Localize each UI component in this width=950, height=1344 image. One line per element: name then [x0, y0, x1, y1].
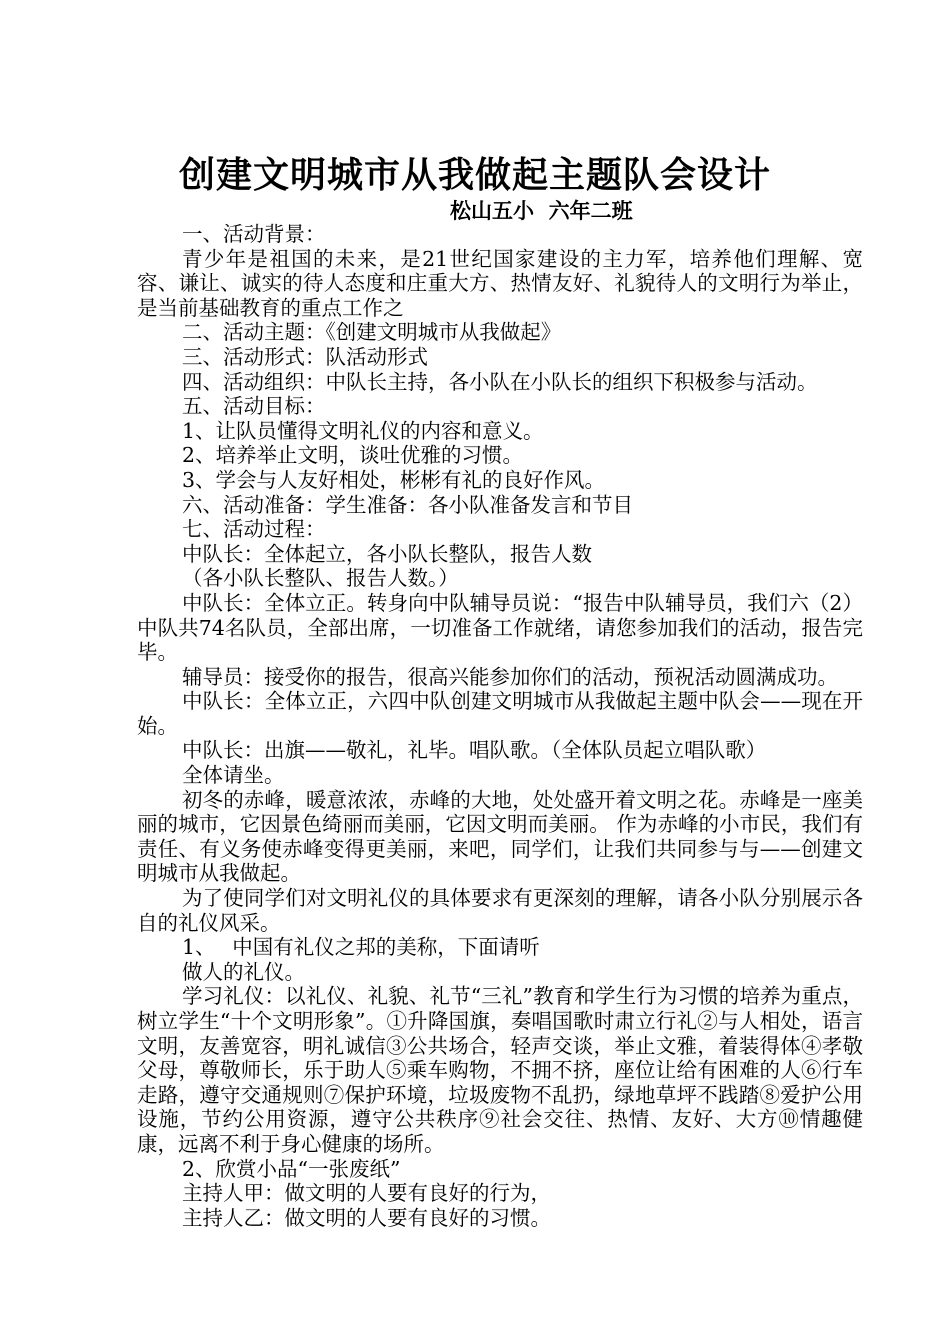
list-item: 3、学会与人友好相处，彬彬有礼的良好作风。 [182, 467, 606, 492]
section-heading: 五、活动目标： [182, 394, 326, 419]
paragraph: 全体请坐。 [182, 763, 285, 788]
list-item: 1、 中国有礼仪之邦的美称，下面请听 [182, 935, 540, 960]
list-item: 1、让队员懂得文明礼仪的内容和意义。 [182, 418, 544, 443]
paragraph: 辅导员：接受你的报告，很高兴能参加你们的活动，预祝活动圆满成功。 [182, 664, 838, 689]
paragraph: 初冬的赤峰，暖意浓浓，赤峰的大地，处处盛开着文明之花。赤峰是一座美丽的城市，它因景色绮丽而美丽，它因文明而美丽。 作为赤峰的小市民，我们有责任、有义务使赤峰变得更美丽，来吧，同学们，让我们共同参与与——创建文明城市从我做起。 [137, 787, 863, 886]
section-heading: 四、活动组织：中队长主持，各小队在小队长的组织下积极参与活动。 [182, 369, 818, 394]
paragraph: 中队长：全体起立，各小队长整队，报告人数 [182, 541, 592, 566]
section-heading: 七、活动过程： [182, 517, 326, 542]
document-subtitle: 松山五小 六年二班 [450, 198, 633, 223]
paragraph: 主持人乙：做文明的人要有良好的习惯。 [182, 1205, 551, 1230]
paragraph: 中队长：全体立正。转身向中队辅导员说：“报告中队辅导员，我们六（2）中队共74名队员，全部出席，一切准备工作就绪，请您参加我们的活动，报告完毕。 [137, 590, 863, 665]
paragraph: （各小队长整队、报告人数。） [182, 566, 459, 591]
section-heading: 一、活动背景： [182, 222, 326, 246]
paragraph: 学习礼仪：以礼仪、礼貌、礼节“三礼”教育和学生行为习惯的培养为重点，树立学生“十个文明形象”。①升降国旗，奏唱国歌时肃立行礼②与人相处，语言文明，友善宽容，明礼诚信③公共场合，轻声交谈，举止文雅，着装得体④孝敬父母，尊敬师长，乐于助人⑤乘车购物，不拥不挤，座位让给有困难的人⑥行车走路，遵守交通规则⑦保护环境，垃圾废物不乱扔，绿地草坪不践踏⑧爱护公用设施，节约公用资源，遵守公共秩序⑨社会交往、热情、友好、大方⑩情趣健康，远离不利于身心健康的场所。 [137, 984, 863, 1156]
list-item: 2、欣赏小品“一张废纸” [182, 1156, 401, 1181]
document-title: 创建文明城市从我做起主题队会设计 [178, 154, 771, 196]
section-heading: 六、活动准备：学生准备：各小队准备发言和节目 [182, 492, 633, 517]
document-body [137, 222, 863, 1230]
paragraph: 做人的礼仪。 [182, 959, 305, 984]
paragraph: 主持人甲：做文明的人要有良好的行为， [182, 1181, 551, 1206]
paragraph: 为了使同学们对文明礼仪的具体要求有更深刻的理解，请各小队分别展示各自的礼仪风采。 [137, 886, 863, 935]
section-heading: 二、活动主题：《创建文明城市从我做起》 [182, 320, 562, 345]
paragraph: 中队长：全体立正，六四中队创建文明城市从我做起主题中队会——现在开始。 [137, 689, 863, 738]
paragraph: 青少年是祖国的未来，是21世纪国家建设的主力军，培养他们理解、宽容、谦让、诚实的待人态度和庄重大方、热情友好、礼貌待人的文明行为举止，是当前基础教育的重点工作之 [137, 246, 863, 320]
list-item: 2、培养举止文明，谈吐优雅的习惯。 [182, 443, 524, 468]
paragraph: 中队长：出旗——敬礼，礼毕。唱队歌。（全体队员起立唱队歌） [182, 738, 767, 763]
section-heading: 三、活动形式：队活动形式 [182, 344, 428, 369]
